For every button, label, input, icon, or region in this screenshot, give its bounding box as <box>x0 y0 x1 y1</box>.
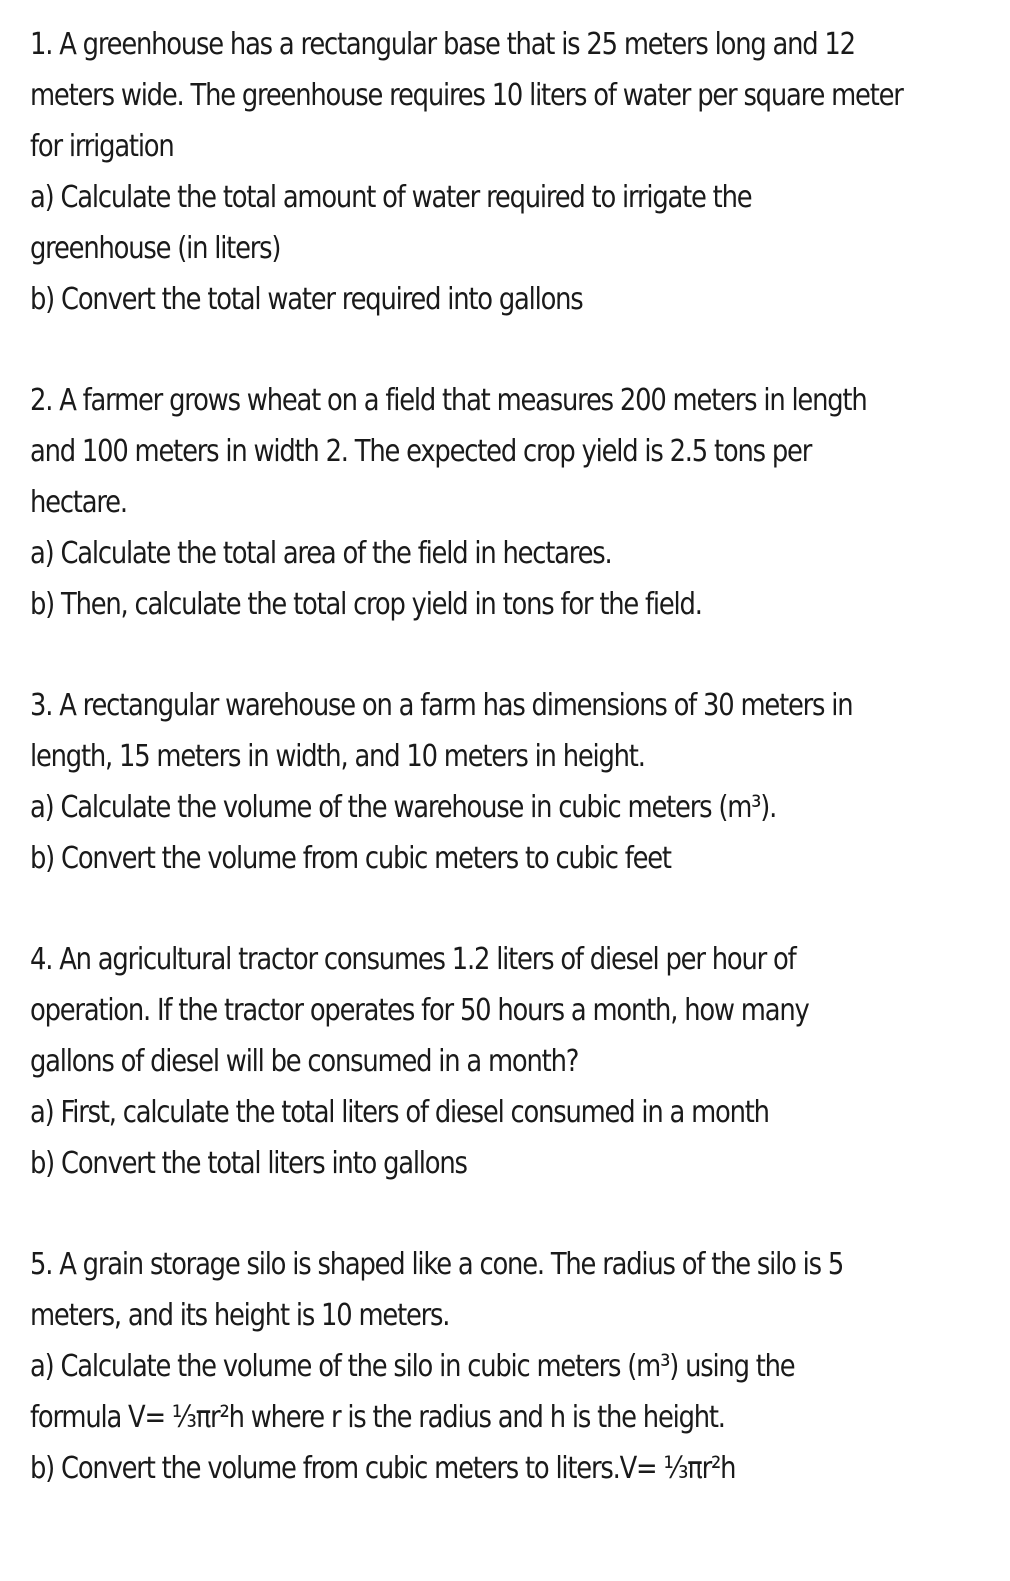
problem-line: b) Convert the volume from cubic meters to liters.V= ⅓πr²h <box>30 1451 736 1486</box>
problem-line: meters wide. The greenhouse requires 10 liters of water per square meter <box>30 78 903 113</box>
problem-line: length, 15 meters in width, and 10 meters in height. <box>30 739 645 774</box>
problem-line: operation. If the tractor operates for 50 hours a month, how many <box>30 993 809 1028</box>
problem-line: 1. A greenhouse has a rectangular base that is 25 meters long and 12 <box>30 27 855 62</box>
problem-line: b) Convert the total liters into gallons <box>30 1146 467 1181</box>
problem-1 <box>30 19 980 325</box>
problem-line: b) Then, calculate the total crop yield in tons for the field. <box>30 587 702 622</box>
problem-line: 4. An agricultural tractor consumes 1.2 liters of diesel per hour of <box>30 942 796 977</box>
problem-line: and 100 meters in width 2. The expected crop yield is 2.5 tons per <box>30 434 812 469</box>
problem-line: 3. A rectangular warehouse on a farm has dimensions of 30 meters in <box>30 688 853 723</box>
problem-line: 2. A farmer grows wheat on a field that measures 200 meters in length <box>30 383 867 418</box>
problem-line: meters, and its height is 10 meters. <box>30 1298 450 1333</box>
problem-2 <box>30 375 980 630</box>
problem-line: a) First, calculate the total liters of diesel consumed in a month <box>30 1095 769 1130</box>
problem-line: formula V= ⅓πr²h where r is the radius and h is the height. <box>30 1400 725 1435</box>
problem-line: 5. A grain storage silo is shaped like a cone. The radius of the silo is 5 <box>30 1247 844 1282</box>
problem-line: a) Calculate the total amount of water required to irrigate the <box>30 180 752 215</box>
problem-line: greenhouse (in liters) <box>30 231 281 266</box>
problem-line: a) Calculate the volume of the warehouse in cubic meters (m³). <box>30 790 777 825</box>
problem-5 <box>30 1239 980 1494</box>
problem-line: b) Convert the volume from cubic meters to cubic feet <box>30 841 671 876</box>
problem-4 <box>30 934 980 1189</box>
problem-line: a) Calculate the volume of the silo in cubic meters (m³) using the <box>30 1349 795 1384</box>
problem-line: gallons of diesel will be consumed in a month? <box>30 1044 579 1079</box>
problem-line: hectare. <box>30 485 127 520</box>
problem-line: b) Convert the total water required into gallons <box>30 282 583 317</box>
problem-3 <box>30 680 980 884</box>
problem-line: for irrigation <box>30 129 174 164</box>
problem-line: a) Calculate the total area of the field in hectares. <box>30 536 612 571</box>
